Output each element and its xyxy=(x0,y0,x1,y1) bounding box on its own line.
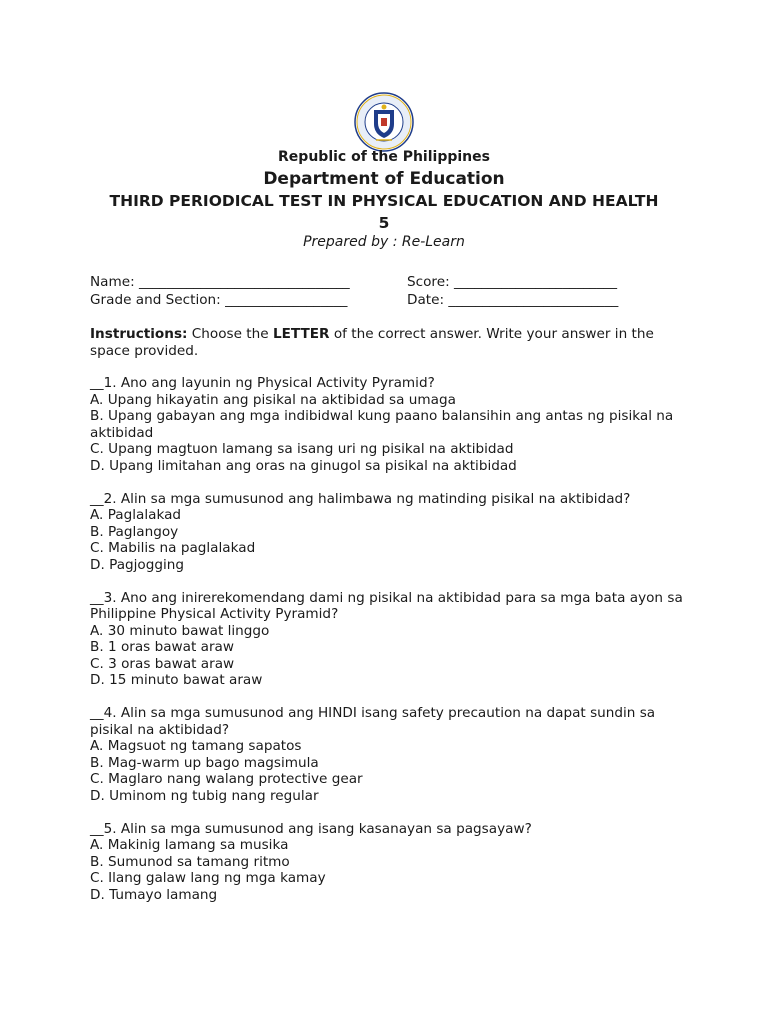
option-b: B. Upang gabayan ang mga indibidwal kung paano balansihin ang antas ng pisikal na aktibidad xyxy=(90,408,674,441)
option-b: B. Mag-warm up bago magsimula xyxy=(90,754,319,771)
option-d: D. 15 minuto bawat araw xyxy=(90,672,263,688)
option-a: A. Magsuot ng tamang sapatos xyxy=(90,738,302,754)
question-1 xyxy=(90,375,690,474)
question-4 xyxy=(90,705,690,804)
question-text: __5. Alin sa mga sumusunod ang isang kasanayan sa pagsayaw? xyxy=(90,820,532,837)
question-list xyxy=(90,375,690,920)
date-field[interactable]: Date: _________________________ xyxy=(407,292,619,308)
instructions xyxy=(90,326,690,360)
republic-heading: Republic of the Philippines xyxy=(278,149,490,165)
test-title-grade: 5 xyxy=(378,214,390,232)
option-a: A. Paglalakad xyxy=(90,507,182,523)
score-field[interactable]: Score: ________________________ xyxy=(407,274,618,290)
option-b: B. Sumunod sa tamang ritmo xyxy=(90,853,290,870)
option-c: C. Mabilis na paglalakad xyxy=(90,540,256,556)
grade-section-field[interactable]: Grade and Section: __________________ xyxy=(90,292,348,308)
option-d: D. Tumayo lamang xyxy=(90,886,218,903)
prepared-by: Prepared by : Re-Learn xyxy=(303,234,465,250)
test-title: THIRD PERIODICAL TEST IN PHYSICAL EDUCATION AND HEALTH xyxy=(109,192,659,210)
instructions-text: Choose the xyxy=(187,326,273,342)
option-a: A. Makinig lamang sa musika xyxy=(90,837,289,853)
option-c: C. Ilang galaw lang ng mga kamay xyxy=(90,870,326,886)
department-heading: Department of Education xyxy=(263,169,505,189)
question-3 xyxy=(90,590,690,689)
option-a: A. 30 minuto bawat linggo xyxy=(90,622,270,639)
option-b: B. Paglangoy xyxy=(90,523,179,540)
question-text: __2. Alin sa mga sumusunod ang halimbawa ng matinding pisikal na aktibidad? xyxy=(90,490,631,507)
option-d: D. Pagjogging xyxy=(90,556,185,573)
question-5 xyxy=(90,821,690,904)
option-c: C. Upang magtuon lamang sa isang uri ng pisikal na aktibidad xyxy=(90,441,514,457)
option-b: B. 1 oras bawat araw xyxy=(90,639,235,655)
question-2 xyxy=(90,491,690,574)
question-text: __3. Ano ang inirerekomendang dami ng pisikal na aktibidad para sa mga bata ayon sa Philippine Physical Activity Pyramid? xyxy=(90,589,683,622)
option-d: D. Uminom ng tubig nang regular xyxy=(90,787,319,804)
instructions-emphasis: LETTER xyxy=(272,326,330,342)
deped-seal-icon xyxy=(354,92,414,152)
option-c: C. 3 oras bawat araw xyxy=(90,655,235,672)
question-text: __4. Alin sa mga sumusunod ang HINDI isang safety precaution na dapat sundin sa pisikal na aktibidad? xyxy=(90,705,656,738)
instructions-label: Instructions: xyxy=(90,326,188,342)
question-text: __1. Ano ang layunin ng Physical Activity Pyramid? xyxy=(90,375,435,391)
option-d: D. Upang limitahan ang oras na ginugol sa pisikal na aktibidad xyxy=(90,457,517,474)
option-c: C. Maglaro nang walang protective gear xyxy=(90,771,363,787)
option-a: A. Upang hikayatin ang pisikal na aktibidad sa umaga xyxy=(90,391,456,408)
name-field[interactable]: Name: _______________________________ xyxy=(90,274,350,290)
instructions-text-end: of the correct answer. Write your answer in the space provided. xyxy=(90,326,654,359)
